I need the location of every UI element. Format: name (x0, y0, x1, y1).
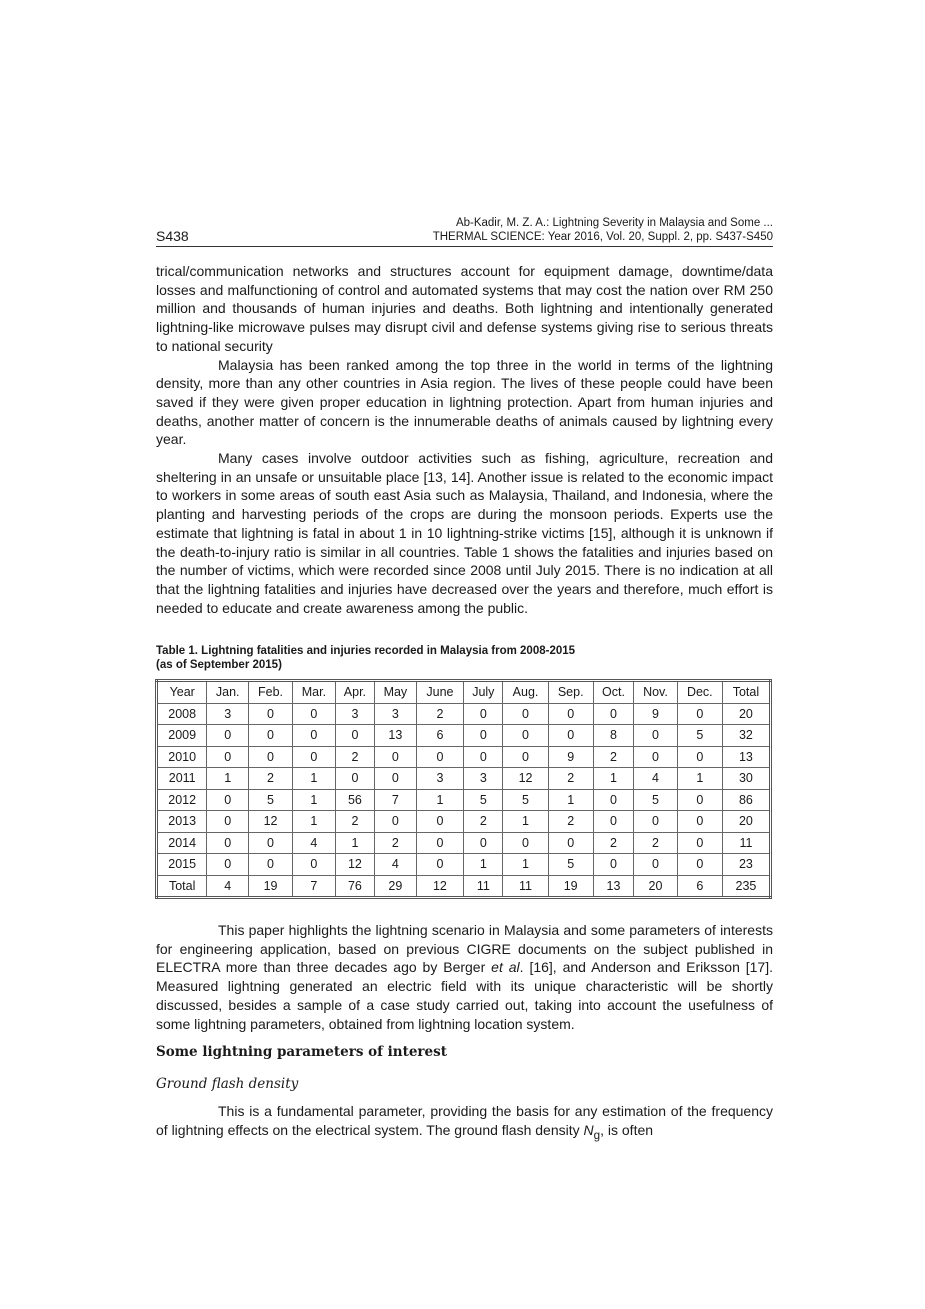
table-cell: 0 (375, 746, 417, 768)
table-cell: 2 (416, 703, 464, 725)
table-cell: 0 (464, 832, 503, 854)
table-cell: 0 (677, 703, 722, 725)
symbol-n: N (583, 1121, 594, 1138)
table-row (157, 768, 771, 790)
paragraph (156, 1102, 773, 1145)
paragraph: Many cases involve outdoor activities such as fishing, agriculture, recreation and sheltering in an unsafe or unsuitable place [13, 14]. Another issue is related to the economic impact to workers in some areas of south east Asia such as Malaysia, Thailand, and Indonesia, where the planting and harvesting periods of the crops are during the monsoon periods. Experts use the estimate that lightning is fatal in about 1 in 10 lightning-strike victims [15], although it is unknown if the death-to-injury ratio is similar in all countries. Table 1 shows the fatalities and injuries based on the number of victims, which were recorded since 2008 until July 2015. There is no indication at all that the lightning fatalities and injuries have decreased over the years and therefore, much effort is needed to educate and create awareness among the public. (156, 450, 773, 616)
table-cell: 2 (593, 832, 633, 854)
table-cell: 2 (464, 811, 503, 833)
table-header-row (157, 681, 771, 704)
table-cell: 0 (593, 703, 633, 725)
table-cell: 4 (207, 875, 249, 898)
table-cell: 3 (464, 768, 503, 790)
table-row (157, 875, 771, 898)
table-row (157, 811, 771, 833)
table-cell: 0 (335, 725, 374, 747)
table-cell: 0 (464, 703, 503, 725)
table-cell: 2013 (157, 811, 207, 833)
symbol-subscript: g (593, 1128, 601, 1142)
table-cell: 2014 (157, 832, 207, 854)
table-cell: 2 (634, 832, 678, 854)
table-cell: 2 (375, 832, 417, 854)
table-cell: 12 (416, 875, 464, 898)
body-text-top (156, 262, 773, 617)
paragraph: Malaysia has been ranked among the top three in the world in terms of the lightning density, more than any other countries in Asia region. The lives of these people could have been saved if they were given proper education in lightning protection. Apart from human injuries and deaths, another matter of concern is the innumerable deaths of animals caused by lightning every year. (156, 356, 773, 448)
table-cell: 7 (293, 875, 336, 898)
table-caption-note: (as of September 2015) (156, 659, 282, 671)
table-cell: 4 (293, 832, 336, 854)
table-header-cell: May (375, 681, 417, 704)
paragraph-text: , is often (600, 1121, 654, 1138)
table-cell: 0 (293, 746, 336, 768)
table-caption-title: Table 1. Lightning fatalities and injuries recorded in Malaysia from 2008-2015 (156, 645, 576, 657)
table-header-cell: Nov. (634, 681, 678, 704)
table-cell: 2015 (157, 854, 207, 876)
table-cell: 2009 (157, 725, 207, 747)
table-cell: 11 (464, 875, 503, 898)
table-cell: 2008 (157, 703, 207, 725)
table-cell: 8 (593, 725, 633, 747)
table-cell: 2 (335, 811, 374, 833)
table-cell: 1 (416, 789, 464, 811)
table-cell: 0 (207, 789, 249, 811)
table-cell: 5 (464, 789, 503, 811)
table-cell: 2 (335, 746, 374, 768)
table-cell: 0 (416, 832, 464, 854)
table-cell: 0 (293, 725, 336, 747)
lightning-fatalities-table (155, 679, 772, 899)
table-cell: 3 (335, 703, 374, 725)
table-cell: 3 (416, 768, 464, 790)
paragraph-text: . [16], and Anderson and Eriksson [17]. Measured lightning generated an electric field with its unique characteristic will be shortly discussed, besides a sample of a case study carried out, taking into account the usefulness of some lightning parameters, obtained from lightning location system. (156, 959, 773, 1032)
table-cell: 0 (375, 811, 417, 833)
table-header-cell: June (416, 681, 464, 704)
table-cell: 1 (548, 789, 593, 811)
table-cell: 32 (722, 725, 770, 747)
table-cell: 0 (634, 725, 678, 747)
table-cell: 7 (375, 789, 417, 811)
table-cell: 5 (634, 789, 678, 811)
table-cell: 56 (335, 789, 374, 811)
table-cell: 12 (249, 811, 293, 833)
paragraph (156, 921, 773, 1033)
table-row (157, 746, 771, 768)
table-cell: 0 (207, 854, 249, 876)
table-cell: 0 (464, 725, 503, 747)
running-title-authors: Ab-Kadir, M. Z. A.: Lightning Severity in Malaysia and Some ... (455, 217, 773, 229)
table-cell: 0 (677, 789, 722, 811)
table-header-cell: Apr. (335, 681, 374, 704)
table-cell: 0 (677, 832, 722, 854)
italic-et-al: et al (491, 959, 520, 976)
table-cell: 0 (249, 725, 293, 747)
table-row (157, 832, 771, 854)
table-cell: 0 (249, 832, 293, 854)
table-cell: 0 (375, 768, 417, 790)
table-header-cell: Dec. (677, 681, 722, 704)
table-cell: 0 (207, 746, 249, 768)
table-cell: 5 (503, 789, 548, 811)
table-cell: 235 (722, 875, 770, 898)
paragraph-text: This paper highlights the lightning scenario in Malaysia and some parameters of interests for engineering application, based on previous CIGRE documents on the subject published in ELECTRA more than three decades ago by Berger (156, 922, 773, 976)
table-cell: 0 (593, 811, 633, 833)
table-row (157, 854, 771, 876)
table-cell: 13 (593, 875, 633, 898)
table-cell: 0 (207, 832, 249, 854)
table-cell: 23 (722, 854, 770, 876)
table-cell: 0 (416, 854, 464, 876)
table-cell: 1 (207, 768, 249, 790)
table-cell: 0 (464, 746, 503, 768)
table-cell: 0 (677, 811, 722, 833)
table-cell: 5 (548, 854, 593, 876)
table-cell: 6 (416, 725, 464, 747)
table-cell: 12 (335, 854, 374, 876)
table-cell: 0 (634, 811, 678, 833)
table-header-cell: Year (157, 681, 207, 704)
table-cell: 9 (548, 746, 593, 768)
table-cell: 12 (503, 768, 548, 790)
table-cell: 5 (677, 725, 722, 747)
table-cell: 6 (677, 875, 722, 898)
table-cell: 4 (634, 768, 678, 790)
table-cell: 0 (416, 746, 464, 768)
table-cell: 3 (375, 703, 417, 725)
table-cell: 2 (593, 746, 633, 768)
table-cell: 0 (207, 811, 249, 833)
table-cell: 1 (464, 854, 503, 876)
table-cell: Total (157, 875, 207, 898)
table-cell: 20 (722, 811, 770, 833)
table-header-cell: July (464, 681, 503, 704)
table-cell: 29 (375, 875, 417, 898)
table-cell: 11 (503, 875, 548, 898)
table-header-cell: Total (722, 681, 770, 704)
body-text-middle (156, 921, 773, 1033)
page-number: S438 (156, 228, 189, 244)
table-cell: 5 (249, 789, 293, 811)
table-cell: 0 (503, 746, 548, 768)
table-cell: 0 (293, 703, 336, 725)
table-row (157, 703, 771, 725)
table-cell: 19 (249, 875, 293, 898)
table-header-cell: Aug. (503, 681, 548, 704)
page-header (156, 216, 773, 247)
table-cell: 20 (722, 703, 770, 725)
table-cell: 0 (416, 811, 464, 833)
table-cell: 0 (593, 854, 633, 876)
running-title-journal: THERMAL SCIENCE: Year 2016, Vol. 20, Suppl. 2, pp. S437-S450 (432, 231, 773, 243)
section-heading: Some lightning parameters of interest (156, 1044, 447, 1060)
table-cell: 2 (548, 811, 593, 833)
table-cell: 13 (722, 746, 770, 768)
table-cell: 2011 (157, 768, 207, 790)
table-cell: 1 (503, 854, 548, 876)
table-cell: 2010 (157, 746, 207, 768)
table-cell: 2 (548, 768, 593, 790)
table-cell: 76 (335, 875, 374, 898)
subsection-heading: Ground flash density (156, 1076, 299, 1092)
table-cell: 1 (293, 768, 336, 790)
table-cell: 13 (375, 725, 417, 747)
table-cell: 1 (593, 768, 633, 790)
table-cell: 19 (548, 875, 593, 898)
table-cell: 0 (634, 746, 678, 768)
table-row (157, 725, 771, 747)
table-cell: 1 (503, 811, 548, 833)
table-header-cell: Oct. (593, 681, 633, 704)
table-caption (156, 644, 773, 672)
table-cell: 0 (503, 725, 548, 747)
table-header-cell: Feb. (249, 681, 293, 704)
table-cell: 0 (593, 789, 633, 811)
table-cell: 2012 (157, 789, 207, 811)
table-cell: 1 (293, 789, 336, 811)
table-cell: 0 (503, 703, 548, 725)
table-cell: 2 (249, 768, 293, 790)
paragraph: trical/communication networks and structures account for equipment damage, downtime/data losses and malfunctioning of control and automated systems that may cost the nation over RM 250 million and thousands of human injuries and deaths. Both lightning and intentionally generated lightning-like microwave pulses may disrupt civil and defense systems giving rise to serious threats to national security (156, 263, 773, 354)
table-cell: 0 (548, 725, 593, 747)
table-cell: 20 (634, 875, 678, 898)
table-cell: 4 (375, 854, 417, 876)
table-cell: 11 (722, 832, 770, 854)
table-cell: 0 (293, 854, 336, 876)
body-text-bottom (156, 1102, 773, 1145)
table-cell: 3 (207, 703, 249, 725)
table-row (157, 789, 771, 811)
table-cell: 0 (207, 725, 249, 747)
paragraph-text: This is a fundamental parameter, providing the basis for any estimation of the frequency of lightning effects on the electrical system. The ground flash density (156, 1103, 773, 1138)
table-cell: 1 (335, 832, 374, 854)
table-cell: 0 (249, 746, 293, 768)
table-header-cell: Jan. (207, 681, 249, 704)
table-cell: 0 (634, 854, 678, 876)
table-cell: 9 (634, 703, 678, 725)
table-cell: 0 (335, 768, 374, 790)
table-cell: 0 (677, 854, 722, 876)
table-cell: 30 (722, 768, 770, 790)
table-cell: 0 (503, 832, 548, 854)
table-cell: 0 (548, 832, 593, 854)
table-cell: 0 (677, 746, 722, 768)
table-cell: 0 (548, 703, 593, 725)
running-title (433, 216, 773, 244)
table-cell: 1 (293, 811, 336, 833)
table-cell: 0 (249, 703, 293, 725)
table-cell: 86 (722, 789, 770, 811)
table-cell: 1 (677, 768, 722, 790)
table-header-cell: Mar. (293, 681, 336, 704)
table-cell: 0 (249, 854, 293, 876)
table-header-cell: Sep. (548, 681, 593, 704)
